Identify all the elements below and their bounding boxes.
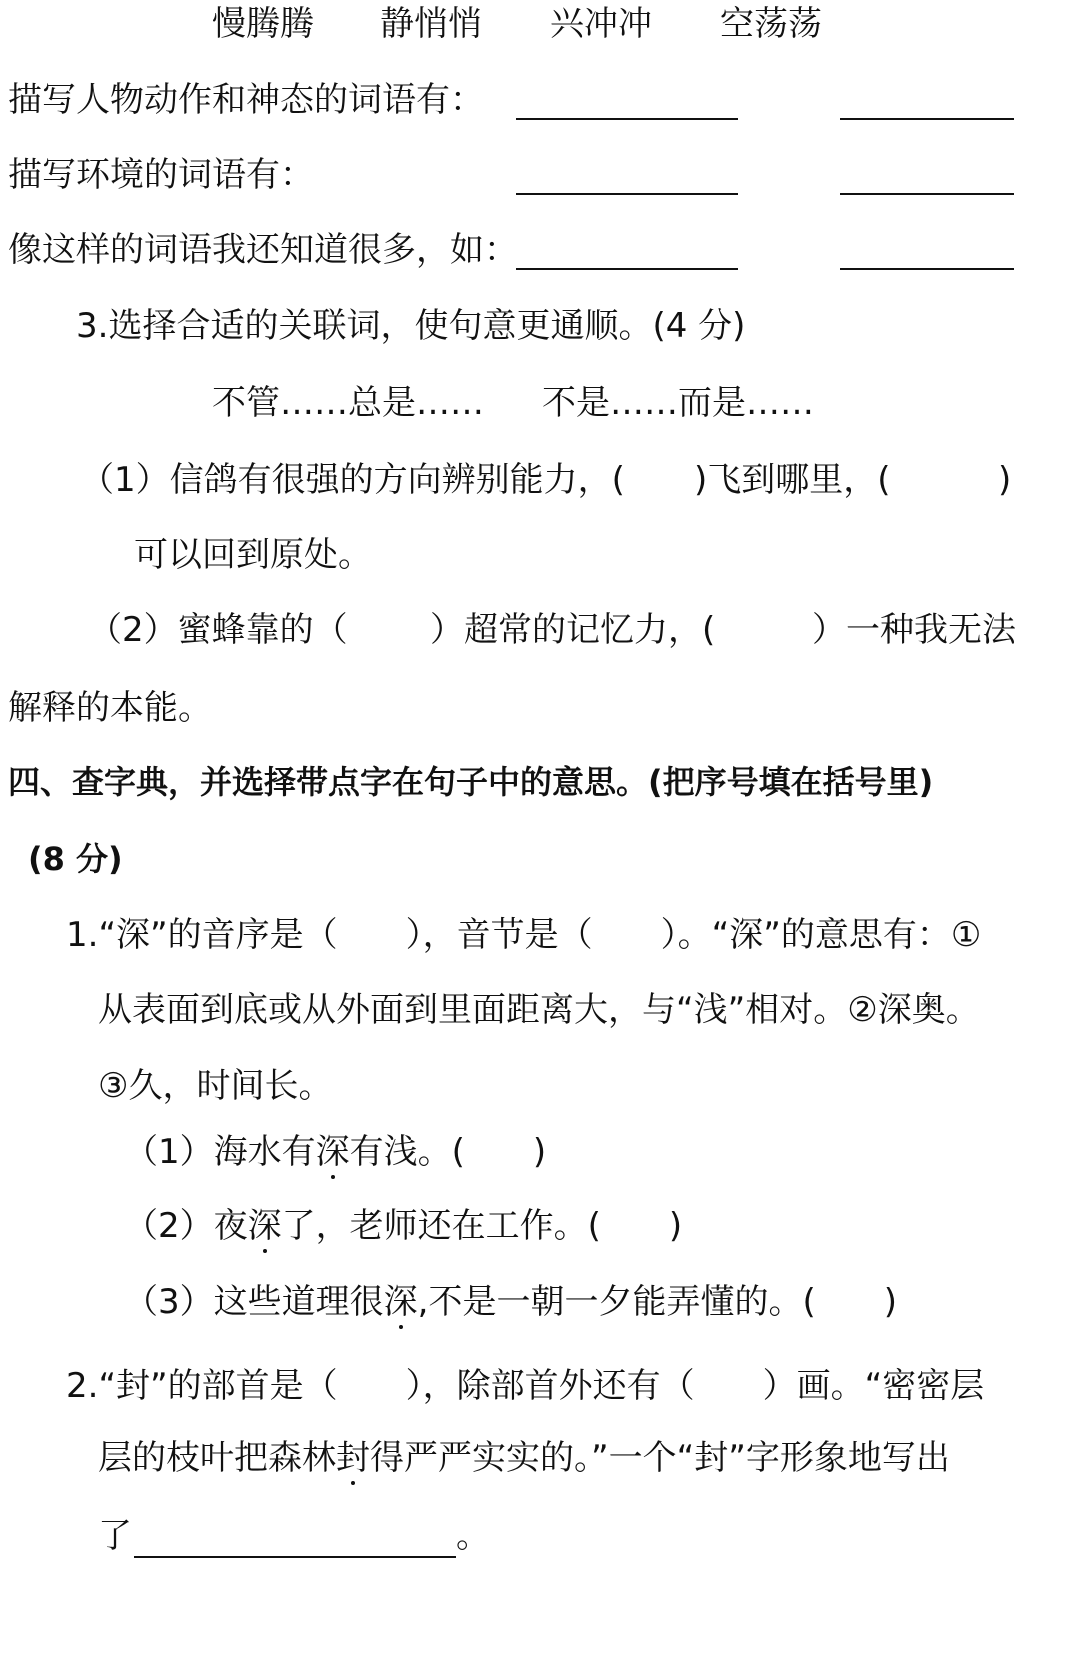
dotted-character-text: 深 (247, 1206, 282, 1246)
sentence-3 (124, 1282, 897, 1323)
conjunction-option-1: 不管……总是…… (212, 383, 484, 423)
more-words-label: 像这样的词语我还知道很多，如： (8, 230, 518, 270)
question-3-2-part-c: ）一种我无法 (812, 610, 1016, 650)
question-3-2-part-b: ）超常的记忆力，( (430, 610, 716, 650)
question-3-1-part-c: ) (998, 460, 1012, 500)
dotted-character (316, 1132, 350, 1173)
section4-score: (8 分) (28, 840, 123, 878)
word-2: 静悄悄 (380, 4, 482, 44)
answer-blank[interactable] (840, 118, 1014, 120)
word-3: 兴冲冲 (550, 4, 652, 44)
sentence-2-post: 了，老师还在工作。( ) (281, 1206, 683, 1246)
conjunction-option-2: 不是……而是…… (542, 383, 814, 423)
emphasis-dot (351, 1481, 355, 1485)
sentence-1 (124, 1132, 546, 1173)
sentence-1-pre: （1）海水有 (124, 1132, 316, 1172)
action-words-label: 描写人物动作和神态的词语有： (8, 80, 484, 120)
environment-words-label: 描写环境的词语有： (8, 155, 314, 195)
question-4-2-line2-post: 得严严实实的。”一个“封”字形象地写出 (370, 1438, 950, 1478)
dotted-character (248, 1206, 282, 1247)
answer-blank[interactable] (840, 193, 1014, 195)
question-4-2-line2-pre: 层的枝叶把森林 (98, 1438, 336, 1478)
question-4-2-line2 (98, 1438, 950, 1479)
question-3-2-line2: 解释的本能。 (8, 688, 212, 728)
sentence-3-post: ,不是一朝一夕能弄懂的。( ) (417, 1282, 897, 1322)
section3-heading: 3.选择合适的关联词，使句意更通顺。(4 分) (76, 306, 746, 346)
dotted-character (384, 1282, 418, 1323)
sentence-1-post: 有浅。( ) (349, 1132, 547, 1172)
answer-blank[interactable] (516, 268, 738, 270)
sentence-2-pre: （2）夜 (124, 1206, 248, 1246)
dotted-character-text: 深 (315, 1132, 350, 1172)
question-3-1-part-a: （1）信鸽有很强的方向辨别能力，( (80, 460, 625, 500)
dotted-character-text: 深 (383, 1282, 418, 1322)
question-4-1-line2: 从表面到底或从外面到里面距离大，与“浅”相对。②深奥。 (98, 990, 980, 1030)
sentence-3-pre: （3）这些道理很 (124, 1282, 384, 1322)
dotted-character-text: 封 (336, 1438, 370, 1478)
question-3-2-part-a: （2）蜜蜂靠的（ (88, 610, 348, 650)
answer-blank[interactable] (840, 268, 1014, 270)
word-4: 空荡荡 (720, 4, 822, 44)
question-4-1-line1: 1.“深”的音序是（ ），音节是（ ）。“深”的意思有：① (66, 915, 982, 955)
question-4-2-line3-post: 。 (456, 1516, 490, 1556)
section4-heading: 四、查字典，并选择带点字在句子中的意思。(把序号填在括号里) (8, 763, 934, 801)
answer-blank[interactable] (134, 1556, 456, 1558)
question-4-2-line3-pre: 了 (98, 1516, 132, 1556)
emphasis-dot (399, 1325, 403, 1329)
word-1: 慢腾腾 (212, 4, 314, 44)
emphasis-dot (263, 1249, 267, 1253)
question-4-2-line1: 2.“封”的部首是（ ），除部首外还有（ ）画。“密密层 (66, 1366, 985, 1406)
emphasis-dot (331, 1175, 335, 1179)
sentence-2 (124, 1206, 682, 1247)
answer-blank[interactable] (516, 118, 738, 120)
question-3-1-line2: 可以回到原处。 (134, 535, 372, 575)
answer-blank[interactable] (516, 193, 738, 195)
dotted-character (336, 1438, 370, 1479)
question-3-1-part-b: )飞到哪里，( (694, 460, 891, 500)
question-4-1-line3: ③久，时间长。 (98, 1066, 333, 1106)
